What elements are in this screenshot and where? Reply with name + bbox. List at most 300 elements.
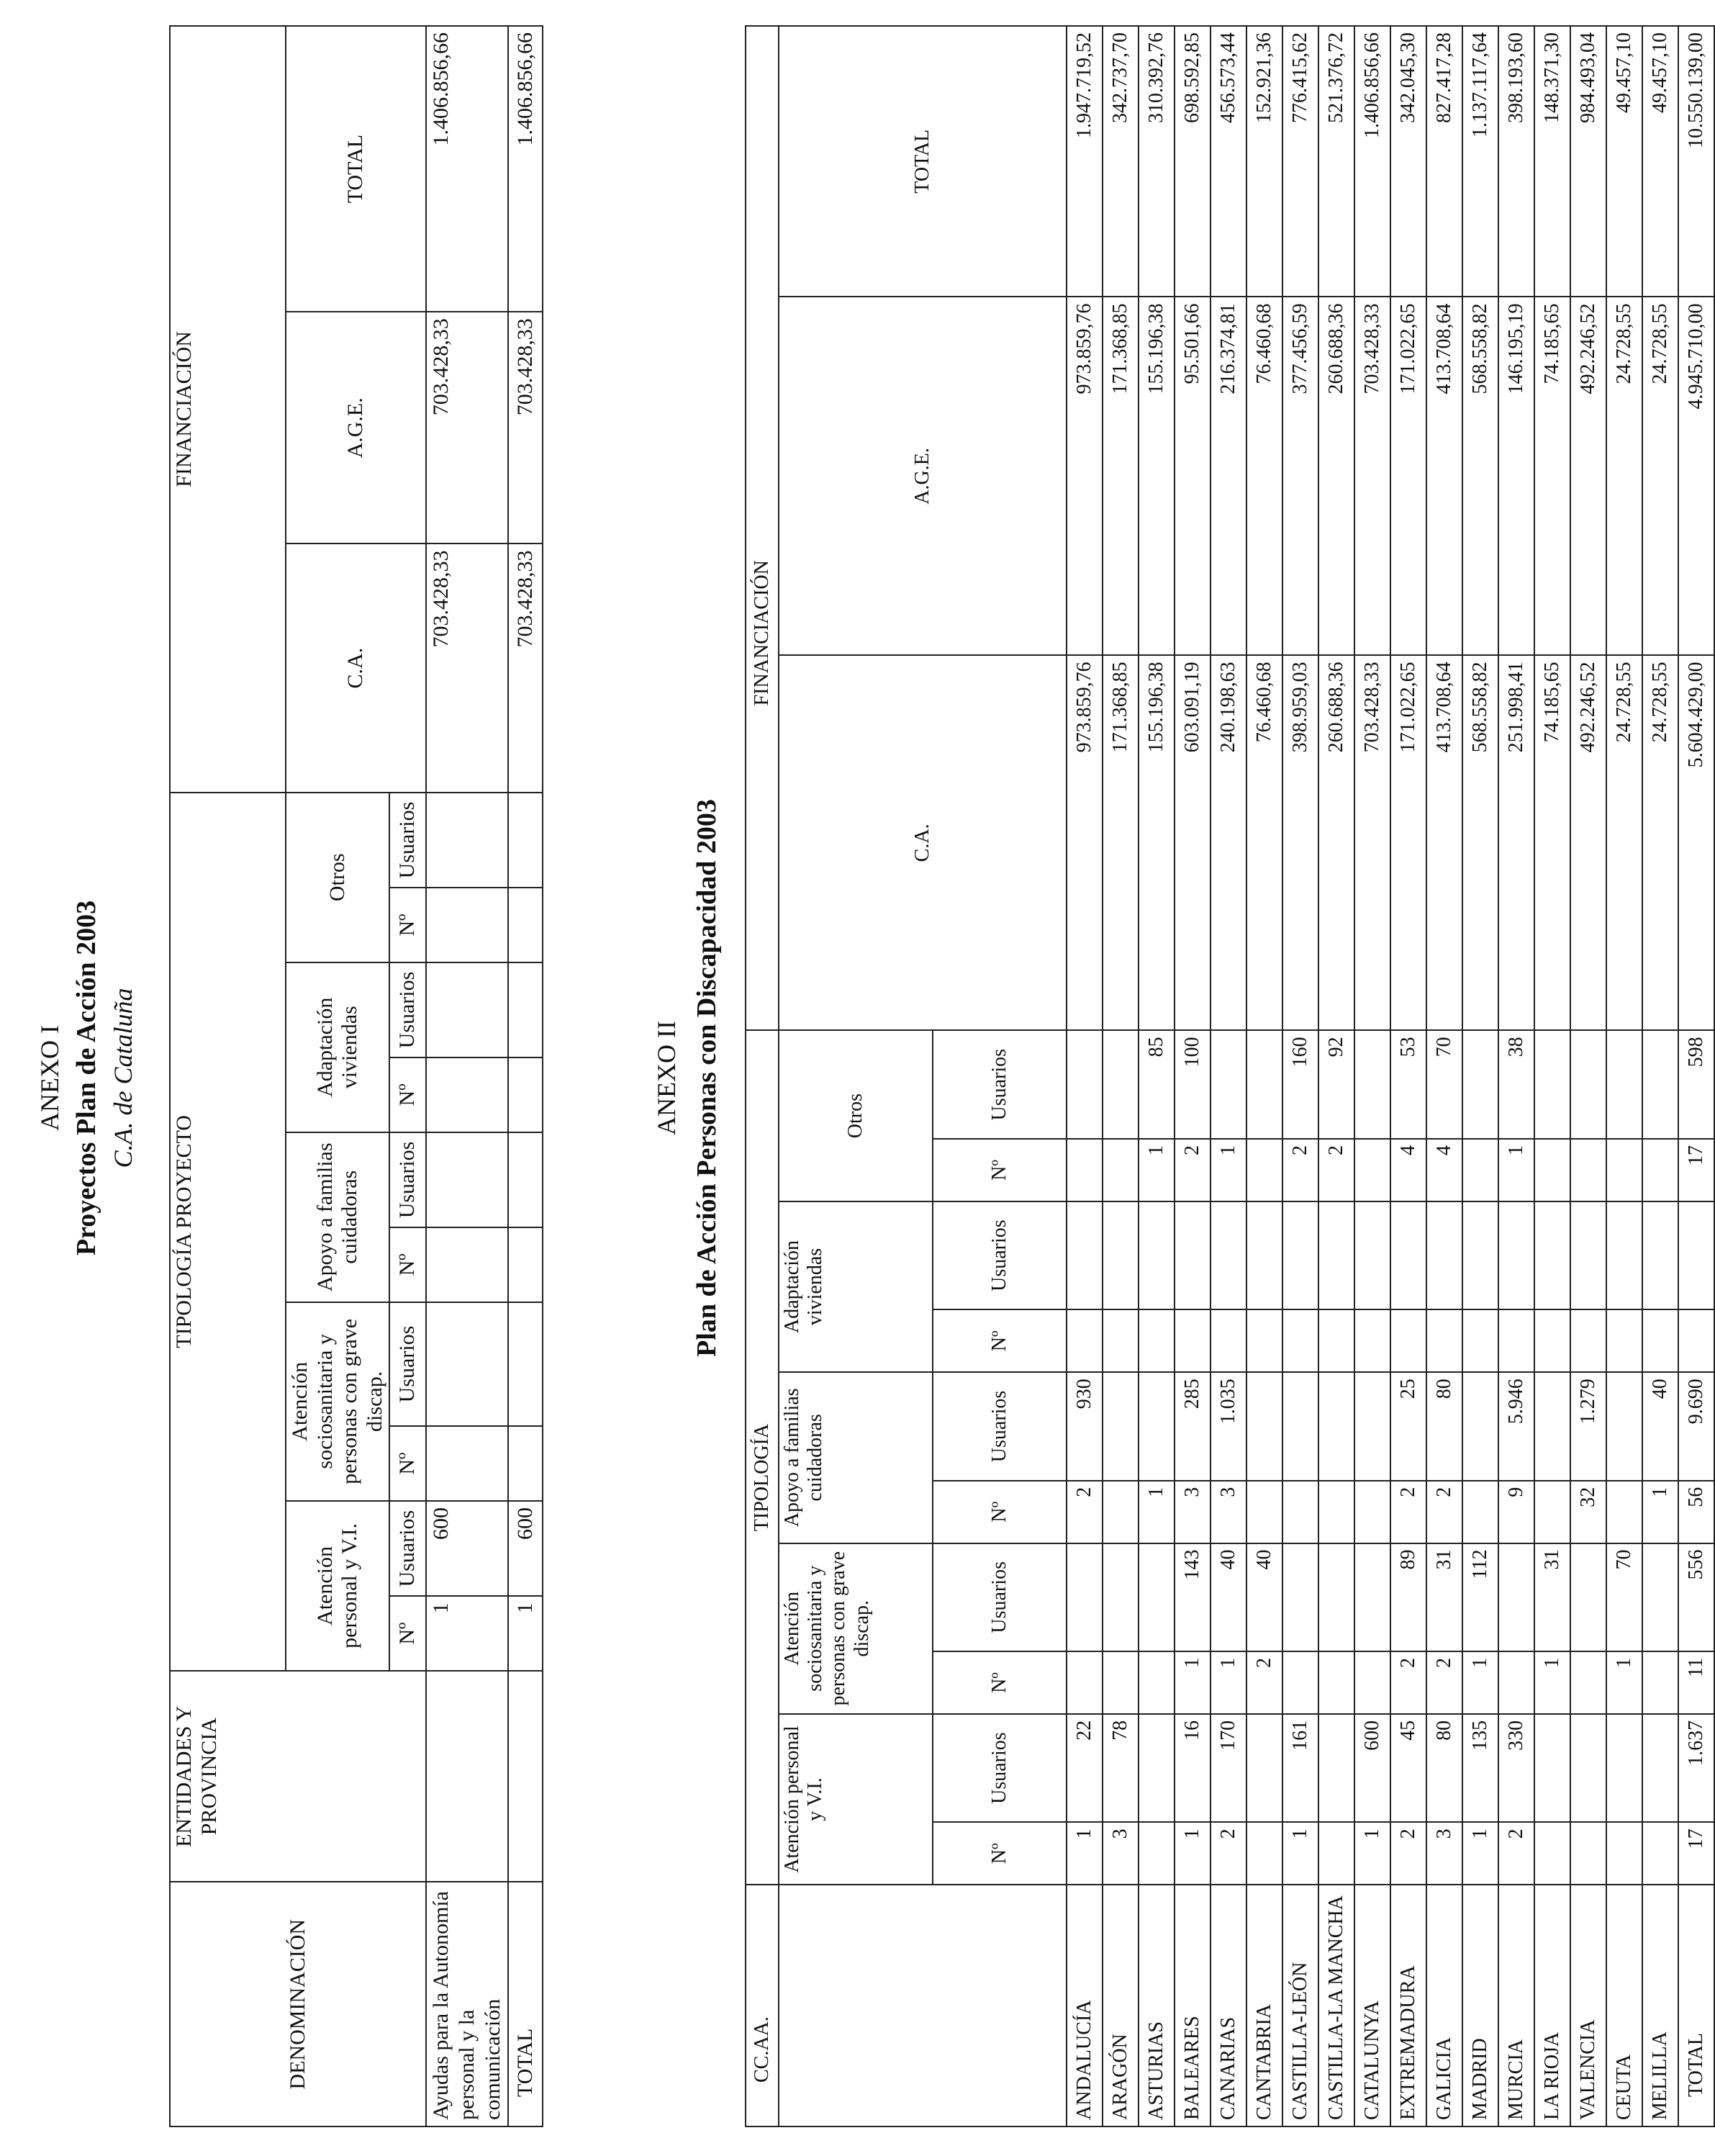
table-cell: 70	[1606, 1543, 1642, 1652]
table-row	[1390, 26, 1426, 2126]
table-cell	[1354, 1201, 1390, 1310]
cell-empty	[426, 793, 508, 888]
table-cell: 930	[1067, 1372, 1103, 1481]
table-cell	[1534, 1481, 1570, 1543]
table-cell	[1103, 1139, 1139, 1201]
table-cell: 1.279	[1570, 1372, 1606, 1481]
table-cell	[1678, 1201, 1714, 1310]
table-cell	[1642, 1030, 1678, 1139]
table-cell: 11	[1678, 1651, 1714, 1714]
table-cell: 285	[1175, 1372, 1211, 1481]
table-cell	[1678, 1309, 1714, 1372]
header-usuarios: Usuarios	[933, 1201, 1067, 1310]
table-cell	[1642, 1822, 1678, 1885]
table-cell: 24.728,55	[1642, 655, 1678, 1030]
table-cell	[1354, 1543, 1390, 1652]
table-cell	[1318, 1714, 1354, 1823]
table-row	[1678, 26, 1714, 2126]
table-cell: 240.198,63	[1211, 655, 1246, 1030]
table-cell: 25	[1390, 1372, 1426, 1481]
table-cell: 17	[1678, 1139, 1714, 1201]
table-cell	[1103, 1309, 1139, 1372]
table-cell	[1318, 1651, 1354, 1714]
header-ca: C.A.	[779, 655, 1067, 1030]
table-cell: 2	[1318, 1139, 1354, 1201]
table-row	[1318, 26, 1354, 2126]
table-cell: 1	[1462, 1822, 1498, 1885]
annex1-label: ANEXO I	[35, 1025, 64, 1131]
cell-empty	[508, 1227, 543, 1302]
table-cell	[1534, 1201, 1570, 1310]
table-row	[1246, 26, 1282, 2126]
table-cell: 342.737,70	[1103, 26, 1139, 297]
annex2-title: Plan de Acción Personas con Discapacidad 2003	[692, 799, 722, 1357]
header-tipologia: TIPOLOGÍA PROYECTO	[170, 793, 286, 1671]
row-label: CANTABRIA	[1246, 1885, 1282, 2126]
table-cell	[1318, 1372, 1354, 1481]
table-row	[1498, 26, 1534, 2126]
table-row	[1139, 26, 1175, 2126]
table-cell	[1103, 1543, 1139, 1652]
table-cell: 32	[1570, 1481, 1606, 1543]
header-n: Nº	[389, 1426, 426, 1501]
table-cell	[1246, 1139, 1282, 1201]
header-n: Nº	[933, 1481, 1067, 1543]
table-cell: 9	[1498, 1481, 1534, 1543]
cell-empty	[508, 793, 543, 888]
table-cell: 973.859,76	[1067, 297, 1103, 655]
header-otros: Otros	[779, 1030, 933, 1201]
table-cell	[1498, 1651, 1534, 1714]
table-cell	[1570, 1030, 1606, 1139]
table-cell: 2	[1390, 1481, 1426, 1543]
cell-age: 703.428,33	[508, 312, 543, 543]
row-denominacion: Ayudas para la Autonomía personal y la comunicación	[426, 1882, 508, 2126]
table-cell: 1	[1175, 1822, 1211, 1885]
table-cell: 827.417,28	[1426, 26, 1462, 297]
cell-atencion-usuarios: 600	[508, 1501, 543, 1596]
header-denominacion: DENOMINACIÓN	[170, 1882, 426, 2126]
table-row	[1606, 26, 1642, 2126]
table-cell: 74.185,65	[1534, 297, 1570, 655]
annex2-table	[745, 25, 1715, 2127]
table-cell	[1318, 1309, 1354, 1372]
table-cell	[1318, 1481, 1354, 1543]
annex2-body	[1067, 26, 1714, 2126]
table-cell	[1175, 1201, 1211, 1310]
table-cell: 171.022,65	[1390, 297, 1426, 655]
header-apoyo-familias: Apoyo a familias cuidadoras	[779, 1372, 933, 1543]
table-cell: 4	[1426, 1139, 1462, 1201]
table-cell	[1606, 1481, 1642, 1543]
table-cell: 148.371,30	[1534, 26, 1570, 297]
table-cell: 45	[1390, 1714, 1426, 1823]
table-cell: 521.376,72	[1318, 26, 1354, 297]
table-cell: 556	[1678, 1543, 1714, 1652]
table-cell: 38	[1498, 1030, 1534, 1139]
table-cell: 1	[1139, 1139, 1175, 1201]
table-cell: 2	[1498, 1822, 1534, 1885]
table-cell: 78	[1103, 1714, 1139, 1823]
table-cell: 22	[1067, 1714, 1103, 1823]
table-cell	[1211, 1201, 1246, 1310]
cell-empty	[508, 1426, 543, 1501]
cell-empty	[426, 1302, 508, 1427]
annex1-table	[169, 25, 543, 2127]
header-financiacion: FINANCIACIÓN	[170, 26, 286, 793]
row-label: LA RIOJA	[1534, 1885, 1570, 2126]
table-cell: 377.456,59	[1282, 297, 1318, 655]
table-cell: 80	[1426, 1714, 1462, 1823]
table-cell: 2	[1426, 1481, 1462, 1543]
table-cell	[1318, 1201, 1354, 1310]
table-cell: 2	[1426, 1651, 1462, 1714]
table-cell: 568.558,82	[1462, 655, 1498, 1030]
table-cell: 2	[1282, 1139, 1318, 1201]
header-usuarios: Usuarios	[933, 1372, 1067, 1481]
cell-age: 703.428,33	[426, 312, 508, 543]
table-cell: 152.921,36	[1246, 26, 1282, 297]
table-cell: 24.728,55	[1606, 655, 1642, 1030]
table-cell	[1534, 1030, 1570, 1139]
table-cell: 170	[1211, 1714, 1246, 1823]
table-cell	[1390, 1309, 1426, 1372]
annex1-title: Proyectos Plan de Acción 2003	[71, 900, 101, 1256]
table-cell	[1498, 1201, 1534, 1310]
row-label: EXTREMADURA	[1390, 1885, 1426, 2126]
header-entidades: ENTIDADES Y PROVINCIA	[170, 1671, 426, 1882]
table-cell: 603.091,19	[1175, 655, 1211, 1030]
table-cell: 171.022,65	[1390, 655, 1426, 1030]
row-label: CATALUNYA	[1354, 1885, 1390, 2126]
header-atencion-socio: Atención sociosanitaria y personas con grave discap.	[286, 1302, 389, 1501]
table-cell	[1570, 1714, 1606, 1823]
table-cell: 1	[1282, 1822, 1318, 1885]
table-cell	[1606, 1309, 1642, 1372]
header-ca: C.A.	[286, 543, 426, 792]
cell-atencion-n: 1	[426, 1596, 508, 1671]
cell-empty	[508, 888, 543, 962]
table-cell: 3	[1426, 1822, 1462, 1885]
cell-empty	[508, 1132, 543, 1227]
table-row	[1426, 26, 1462, 2126]
table-cell: 260.688,36	[1318, 655, 1354, 1030]
table-cell	[1139, 1309, 1175, 1372]
table-cell	[1642, 1201, 1678, 1310]
table-cell	[1642, 1714, 1678, 1823]
row-label: BALEARES	[1175, 1885, 1211, 2126]
table-cell	[1282, 1651, 1318, 1714]
table-cell: 492.246,52	[1570, 655, 1606, 1030]
table-cell: 3	[1211, 1481, 1246, 1543]
table-cell: 146.195,19	[1498, 297, 1534, 655]
table-cell: 171.368,85	[1103, 655, 1139, 1030]
header-n: Nº	[389, 888, 426, 962]
table-cell	[1462, 1030, 1498, 1139]
table-cell: 413.708,64	[1426, 655, 1462, 1030]
cell-ca: 703.428,33	[508, 543, 543, 792]
table-row	[1282, 26, 1318, 2126]
table-cell	[1570, 1201, 1606, 1310]
table-cell: 1.947.719,52	[1067, 26, 1103, 297]
table-cell	[1534, 1372, 1570, 1481]
table-cell: 76.460,68	[1246, 655, 1282, 1030]
table-cell: 4.945.710,00	[1678, 297, 1714, 655]
row-entidades	[426, 1671, 508, 1882]
table-cell: 568.558,82	[1462, 297, 1498, 655]
table-cell	[1246, 1822, 1282, 1885]
table-cell	[1570, 1309, 1606, 1372]
table-cell: 310.392,76	[1139, 26, 1175, 297]
header-total: TOTAL	[779, 26, 1067, 297]
table-row	[1103, 26, 1139, 2126]
table-cell: 456.573,44	[1211, 26, 1246, 297]
table-row	[426, 26, 508, 2126]
table-cell: 600	[1354, 1714, 1390, 1823]
header-atencion-personal: Atención personal y V.I.	[779, 1714, 933, 1885]
table-cell: 1	[1175, 1651, 1211, 1714]
table-cell: 70	[1426, 1030, 1462, 1139]
table-cell	[1570, 1651, 1606, 1714]
cell-empty	[426, 1057, 508, 1132]
header-apoyo-familias: Apoyo a familias cuidadoras	[286, 1132, 389, 1302]
table-cell	[1246, 1714, 1282, 1823]
header-usuarios: Usuarios	[389, 1132, 426, 1227]
row-label: CANARIAS	[1211, 1885, 1246, 2126]
table-cell	[1642, 1651, 1678, 1714]
table-cell: 1.637	[1678, 1714, 1714, 1823]
cell-atencion-usuarios: 600	[426, 1501, 508, 1596]
table-cell	[1103, 1481, 1139, 1543]
header-total: TOTAL	[286, 26, 426, 312]
table-cell: 2	[1067, 1481, 1103, 1543]
table-cell: 74.185,65	[1534, 655, 1570, 1030]
header-blank	[779, 1885, 1067, 2126]
table-row	[1570, 26, 1606, 2126]
header-usuarios: Usuarios	[389, 962, 426, 1057]
table-cell: 40	[1246, 1543, 1282, 1652]
cell-empty	[426, 962, 508, 1057]
table-cell	[1462, 1481, 1498, 1543]
cell-empty	[426, 888, 508, 962]
table-cell: 135	[1462, 1714, 1498, 1823]
table-row	[1175, 26, 1211, 2126]
table-cell	[1642, 1309, 1678, 1372]
table-cell: 1.137.117,64	[1462, 26, 1498, 297]
table-row	[1642, 26, 1678, 2126]
table-cell: 703.428,33	[1354, 655, 1390, 1030]
header-age: A.G.E.	[286, 312, 426, 543]
table-cell: 413.708,64	[1426, 297, 1462, 655]
table-cell: 1.035	[1211, 1372, 1246, 1481]
table-cell: 2	[1211, 1822, 1246, 1885]
table-cell: 984.493,04	[1570, 26, 1606, 297]
row-label: CEUTA	[1606, 1885, 1642, 2126]
table-cell: 398.959,03	[1282, 655, 1318, 1030]
row-label: ARAGÓN	[1103, 1885, 1139, 2126]
row-label: TOTAL	[1678, 1885, 1714, 2126]
table-cell	[1354, 1481, 1390, 1543]
table-cell: 40	[1211, 1543, 1246, 1652]
table-cell	[1642, 1139, 1678, 1201]
table-cell	[1246, 1030, 1282, 1139]
table-cell: 17	[1678, 1822, 1714, 1885]
table-cell	[1246, 1481, 1282, 1543]
table-cell: 251.998,41	[1498, 655, 1534, 1030]
table-cell	[1139, 1822, 1175, 1885]
table-cell: 260.688,36	[1318, 297, 1354, 655]
table-cell	[1426, 1201, 1462, 1310]
table-cell: 1	[1139, 1481, 1175, 1543]
table-cell: 3	[1103, 1822, 1139, 1885]
table-cell	[1067, 1201, 1103, 1310]
table-cell: 49.457,10	[1606, 26, 1642, 297]
header-atencion-socio: Atención sociosanitaria y personas con grave discap.	[779, 1543, 933, 1714]
table-cell	[1067, 1543, 1103, 1652]
header-adaptacion: Adaptación viviendas	[779, 1201, 933, 1372]
header-atencion-personal: Atención personal y V.I.	[286, 1501, 389, 1671]
table-cell: 49.457,10	[1642, 26, 1678, 297]
table-row	[1067, 26, 1103, 2126]
cell-empty	[508, 1302, 543, 1427]
table-cell	[1139, 1543, 1175, 1652]
table-cell: 1	[1211, 1651, 1246, 1714]
table-cell	[1139, 1651, 1175, 1714]
table-cell: 598	[1678, 1030, 1714, 1139]
table-cell: 76.460,68	[1246, 297, 1282, 655]
table-cell	[1534, 1309, 1570, 1372]
cell-ca: 703.428,33	[426, 543, 508, 792]
header-usuarios: Usuarios	[389, 1501, 426, 1596]
table-cell: 2	[1390, 1651, 1426, 1714]
header-ccaa: CC.AA.	[746, 1885, 779, 2126]
header-financiacion: FINANCIACIÓN	[746, 26, 779, 1030]
table-cell	[1570, 1822, 1606, 1885]
table-cell: 112	[1462, 1543, 1498, 1652]
table-cell	[1103, 1201, 1139, 1310]
table-cell: 398.193,60	[1498, 26, 1534, 297]
table-cell	[1282, 1372, 1318, 1481]
table-cell: 492.246,52	[1570, 297, 1606, 655]
table-cell	[1426, 1309, 1462, 1372]
table-cell: 703.428,33	[1354, 297, 1390, 655]
row-label: MADRID	[1462, 1885, 1498, 2126]
header-n: Nº	[389, 1596, 426, 1671]
annex1-subtitle: C.A. de Cataluña	[109, 988, 137, 1168]
table-cell: 1	[1354, 1822, 1390, 1885]
table-cell	[1246, 1309, 1282, 1372]
table-cell	[1067, 1309, 1103, 1372]
table-cell	[1282, 1481, 1318, 1543]
table-cell: 1	[1642, 1481, 1678, 1543]
table-cell	[1606, 1822, 1642, 1885]
table-cell	[1067, 1651, 1103, 1714]
header-tipologia: TIPOLOGÍA	[746, 1030, 779, 1885]
cell-atencion-n: 1	[508, 1596, 543, 1671]
row-label: CASTILLA-LEÓN	[1282, 1885, 1318, 2126]
table-cell	[1067, 1030, 1103, 1139]
table-cell: 2	[1390, 1822, 1426, 1885]
row-label: GALICIA	[1426, 1885, 1462, 2126]
table-cell	[1103, 1030, 1139, 1139]
table-cell	[1354, 1372, 1390, 1481]
table-cell: 143	[1175, 1543, 1211, 1652]
table-cell: 100	[1175, 1030, 1211, 1139]
table-cell	[1354, 1030, 1390, 1139]
cell-total: 1.406.856,66	[426, 26, 508, 312]
header-n: Nº	[389, 1057, 426, 1132]
table-cell: 1	[1462, 1651, 1498, 1714]
table-cell: 776.415,62	[1282, 26, 1318, 297]
table-cell	[1139, 1372, 1175, 1481]
table-cell: 31	[1534, 1543, 1570, 1652]
table-cell: 342.045,30	[1390, 26, 1426, 297]
table-cell: 171.368,85	[1103, 297, 1139, 655]
table-cell: 80	[1426, 1372, 1462, 1481]
cell-empty	[508, 962, 543, 1057]
header-n: Nº	[933, 1651, 1067, 1714]
table-cell	[1318, 1543, 1354, 1652]
header-n: Nº	[933, 1139, 1067, 1201]
table-cell	[1211, 1309, 1246, 1372]
table-cell	[1282, 1309, 1318, 1372]
table-cell: 5.604.429,00	[1678, 655, 1714, 1030]
header-n: Nº	[389, 1227, 426, 1302]
table-cell	[1103, 1651, 1139, 1714]
table-cell: 161	[1282, 1714, 1318, 1823]
table-cell: 5.946	[1498, 1372, 1534, 1481]
cell-empty	[426, 1227, 508, 1302]
table-cell: 698.592,85	[1175, 26, 1211, 297]
table-cell: 1	[1067, 1822, 1103, 1885]
row-label: CASTILLA-LA MANCHA	[1318, 1885, 1354, 2126]
table-cell: 3	[1175, 1481, 1211, 1543]
table-cell	[1498, 1309, 1534, 1372]
table-cell: 16	[1175, 1714, 1211, 1823]
table-cell	[1498, 1543, 1534, 1652]
cell-total: 1.406.856,66	[508, 26, 543, 312]
table-cell: 10.550.139,00	[1678, 26, 1714, 297]
table-cell: 1.406.856,66	[1354, 26, 1390, 297]
table-cell	[1354, 1309, 1390, 1372]
cell-empty	[508, 1671, 543, 1882]
table-row	[1462, 26, 1498, 2126]
table-cell: 160	[1282, 1030, 1318, 1139]
table-cell: 53	[1390, 1030, 1426, 1139]
table-cell	[1606, 1030, 1642, 1139]
table-cell: 31	[1426, 1543, 1462, 1652]
table-cell: 1	[1211, 1139, 1246, 1201]
table-cell: 1	[1606, 1651, 1642, 1714]
table-cell: 92	[1318, 1030, 1354, 1139]
table-cell: 89	[1390, 1543, 1426, 1652]
table-cell	[1354, 1651, 1390, 1714]
table-cell	[1390, 1201, 1426, 1310]
table-cell	[1139, 1714, 1175, 1823]
total-row	[508, 26, 543, 2126]
table-cell	[1642, 1543, 1678, 1652]
table-cell: 2	[1175, 1139, 1211, 1201]
header-usuarios: Usuarios	[933, 1714, 1067, 1823]
header-n: Nº	[933, 1822, 1067, 1885]
table-cell: 155.196,38	[1139, 655, 1175, 1030]
header-usuarios: Usuarios	[389, 793, 426, 888]
table-cell: 40	[1642, 1372, 1678, 1481]
table-cell	[1139, 1201, 1175, 1310]
table-cell	[1354, 1139, 1390, 1201]
table-cell	[1175, 1309, 1211, 1372]
row-label: MELILLA	[1642, 1885, 1678, 2126]
